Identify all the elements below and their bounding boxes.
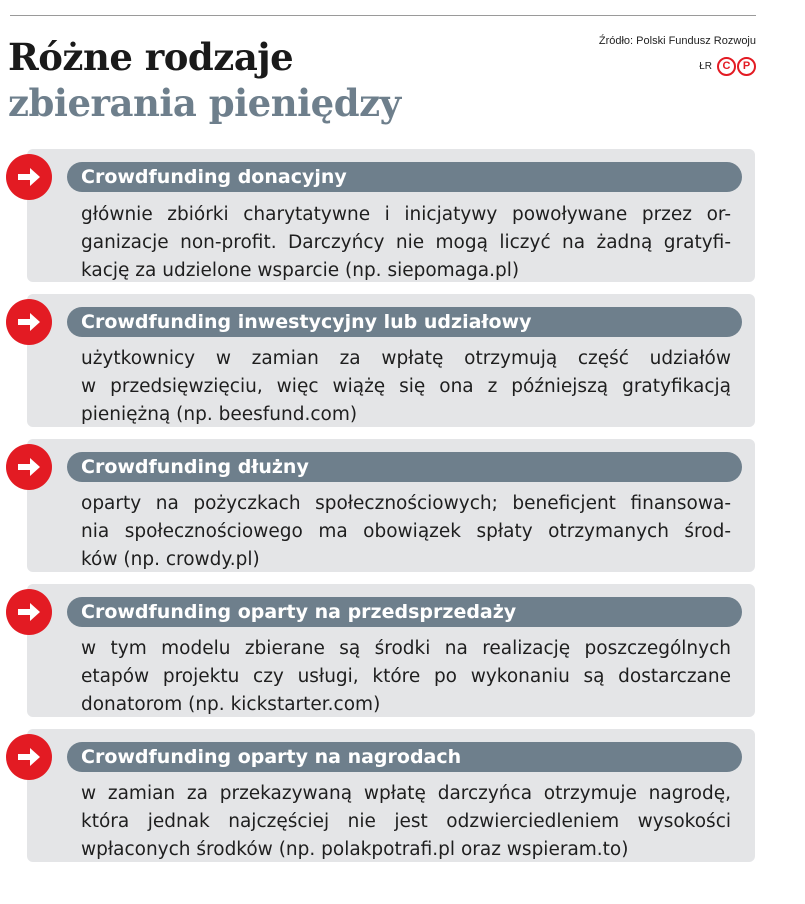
description-line: która jednak najczęściej nie jest odzwierciedleniem wysokości bbox=[81, 811, 731, 832]
section-description bbox=[81, 780, 731, 864]
description-line: kację za udzielone wsparcie (np. siepomaga.pl) bbox=[81, 260, 520, 281]
section-title-pill bbox=[67, 742, 742, 772]
description-line: w tym modelu zbierane są środki na realizację poszczególnych bbox=[81, 638, 731, 659]
arrow-right-icon bbox=[6, 589, 52, 635]
description-line: oparty na pożyczkach społecznościowych; beneficjent finansowa- bbox=[81, 493, 731, 514]
page-title-line-2: zbierania pieniędzy bbox=[8, 81, 401, 125]
section-title-pill bbox=[67, 597, 742, 627]
logo-letter-p: P bbox=[737, 57, 756, 76]
description-line: w przedsięwzięciu, więc wiążę się ona z późniejszą gratyfikacją bbox=[81, 376, 731, 397]
arrow-right-icon bbox=[6, 734, 52, 780]
description-line: donatorom (np. kickstarter.com) bbox=[81, 694, 381, 715]
description-line: pieniężną (np. beesfund.com) bbox=[81, 404, 358, 425]
author-initials: ŁR bbox=[699, 61, 712, 72]
page-title-line-1: Różne rodzaje bbox=[8, 35, 294, 79]
description-line: użytkownicy w zamian za wpłatę otrzymują część udziałów bbox=[81, 348, 731, 369]
section-description bbox=[81, 635, 731, 719]
description-line: w zamian za przekazywaną wpłatę darczyńca otrzymuje nagrodę, bbox=[81, 783, 731, 804]
section-title: Crowdfunding inwestycyjny lub udziałowy bbox=[81, 311, 532, 333]
arrow-right-icon bbox=[6, 299, 52, 345]
section-title: Crowdfunding oparty na przedsprzedaży bbox=[81, 601, 517, 623]
section-description bbox=[81, 345, 731, 429]
description-line: etapów projektu czy usługi, które po wykonaniu są dostarczane bbox=[81, 666, 731, 687]
description-line: wpłaconych środków (np. polakpotrafi.pl oraz wspieram.to) bbox=[81, 839, 629, 860]
section-title: Crowdfunding oparty na nagrodach bbox=[81, 746, 462, 768]
source-note: Źródło: Polski Fundusz Rozwoju bbox=[598, 35, 756, 47]
description-line: nia społecznościowego ma obowiązek spłaty otrzymanych środ- bbox=[81, 521, 731, 542]
cp-logo bbox=[717, 57, 756, 76]
logo-letter-c: C bbox=[717, 57, 736, 76]
section-title-pill bbox=[67, 452, 742, 482]
section-title: Crowdfunding donacyjny bbox=[81, 166, 347, 188]
top-rule bbox=[10, 15, 756, 16]
description-line: ganizacje non-profit. Darczyńcy nie mogą liczyć na żadną gratyfi- bbox=[81, 232, 731, 253]
credit bbox=[699, 57, 756, 76]
section-title-pill bbox=[67, 162, 742, 192]
description-line: ków (np. crowdy.pl) bbox=[81, 549, 260, 570]
section-description bbox=[81, 490, 731, 574]
section-title: Crowdfunding dłużny bbox=[81, 456, 309, 478]
section-description bbox=[81, 201, 731, 285]
section-title-pill bbox=[67, 307, 742, 337]
description-line: głównie zbiórki charytatywne i inicjatywy powoływane przez or- bbox=[81, 204, 731, 225]
arrow-right-icon bbox=[6, 444, 52, 490]
arrow-right-icon bbox=[6, 154, 52, 200]
